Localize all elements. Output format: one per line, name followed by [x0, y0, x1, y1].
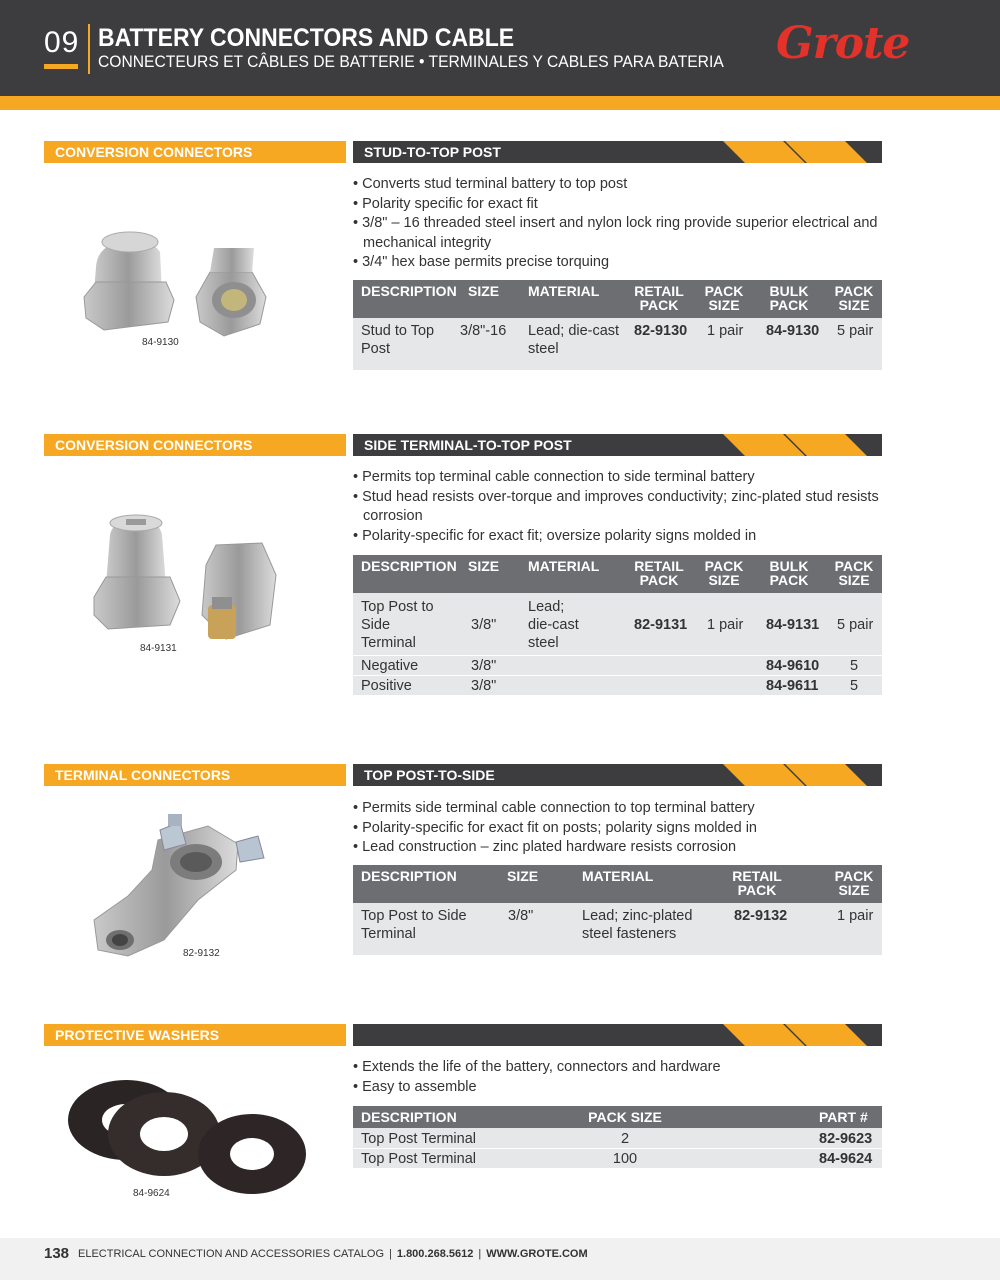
feature-item: • Easy to assemble	[353, 1078, 883, 1098]
footer-phone: 1.800.268.5612	[396, 1248, 474, 1260]
table-header	[353, 865, 882, 903]
col-description: DESCRIPTION	[361, 558, 457, 574]
cell-size: 3/8"	[508, 908, 534, 924]
side-terminal-to-top-post-photo	[66, 505, 296, 655]
cell-description: Top Post Terminal	[361, 1151, 476, 1167]
col-material: MATERIAL	[582, 868, 654, 884]
cell-retail-pack: 82-9130	[634, 323, 688, 339]
col-size: SIZE	[468, 558, 500, 574]
table-row	[353, 593, 882, 655]
cell-description: Top Post Terminal	[361, 1131, 476, 1147]
col-pack-size: PACK SIZE	[588, 1109, 662, 1125]
cell-retail-pack: 82-9131	[634, 617, 688, 633]
table-row	[353, 903, 882, 955]
table-header	[353, 1106, 882, 1128]
feature-item: • Permits top terminal cable connection to side terminal battery	[353, 468, 883, 488]
feature-item: • 3/4" hex base permits precise torquing	[353, 253, 883, 273]
feature-item: • Stud head resists over-torque and improves conductivity; zinc-plated stud resists corrosion	[353, 488, 883, 527]
cell-retail-pack: 82-9132	[734, 908, 788, 924]
table-row	[353, 655, 882, 675]
image-caption: 84-9624	[133, 1188, 170, 1199]
cell-bulk-pack-size: 5	[850, 658, 859, 674]
section-heading-bar	[353, 764, 882, 786]
footer-web-link[interactable]: WWW.GROTE.COM	[486, 1248, 588, 1260]
col-retail-pack: RETAIL PACK	[634, 283, 684, 313]
cell-bulk-pack-size: 5 pair	[837, 323, 874, 339]
spec-table	[353, 280, 882, 370]
footer-catalog: ELECTRICAL CONNECTION AND ACCESSORIES CATALOG	[78, 1248, 385, 1260]
table-row	[353, 1148, 882, 1168]
section-heading-bar	[353, 141, 882, 163]
header-divider	[88, 24, 90, 74]
table-row	[353, 1128, 882, 1148]
cell-pack-size: 100	[612, 1151, 638, 1167]
spec-table	[353, 865, 882, 955]
cell-pack-size: 1 pair	[707, 323, 744, 339]
cell-size: 3/8"	[471, 658, 497, 674]
protective-washers-photo	[54, 1058, 314, 1208]
section-heading-bar	[353, 1024, 882, 1046]
feature-item: • Polarity-specific for exact fit; oversize polarity signs molded in	[353, 527, 883, 547]
col-retail-pack: RETAIL PACK	[732, 868, 782, 898]
chapter-underline	[44, 64, 78, 69]
cell-material: Lead; zinc-plated steel fasteners	[582, 908, 693, 942]
feature-list	[353, 1058, 883, 1097]
feature-list	[353, 468, 883, 546]
cell-part-number: 82-9623	[819, 1131, 873, 1147]
feature-item: • Converts stud terminal battery to top post	[353, 175, 883, 195]
header-accent-stripe	[0, 96, 1000, 110]
col-description: DESCRIPTION	[361, 1109, 457, 1125]
spec-table	[353, 1106, 882, 1168]
image-caption: 82-9132	[183, 948, 220, 959]
grote-logo: Grote	[776, 18, 910, 69]
col-bulk-pack: BULK PACK	[769, 283, 809, 313]
table-row	[353, 318, 882, 370]
col-bulk-pack-size: PACK SIZE	[834, 558, 874, 588]
section-heading: TOP POST-TO-SIDE	[364, 767, 495, 783]
cell-bulk-pack-size: 5	[850, 678, 859, 694]
section-heading: SIDE TERMINAL-TO-TOP POST	[364, 437, 572, 453]
cell-size: 3/8"	[471, 678, 497, 694]
section-heading-bar	[353, 434, 882, 456]
cell-description: Stud to Top Post	[361, 323, 435, 357]
feature-item: • Polarity specific for exact fit	[353, 195, 883, 215]
col-size: SIZE	[468, 283, 500, 299]
col-description: DESCRIPTION	[361, 283, 457, 299]
section-category: CONVERSION CONNECTORS	[44, 434, 346, 456]
cell-bulk-pack-size: 5 pair	[837, 617, 874, 633]
cell-description: Positive	[361, 678, 412, 694]
col-pack-size: PACK SIZE	[704, 283, 744, 313]
cell-material: Lead; die-cast steel	[528, 599, 579, 651]
col-pack-size: PACK SIZE	[704, 558, 744, 588]
section-category: TERMINAL CONNECTORS	[44, 764, 346, 786]
cell-part-number: 84-9624	[819, 1151, 873, 1167]
feature-item: • Permits side terminal cable connection to top terminal battery	[353, 799, 883, 819]
chapter-number: 09	[44, 26, 80, 59]
col-retail-pack: RETAIL PACK	[634, 558, 684, 588]
section-category: PROTECTIVE WASHERS	[44, 1024, 346, 1046]
col-bulk-pack: BULK PACK	[769, 558, 809, 588]
section-category: CONVERSION CONNECTORS	[44, 141, 346, 163]
col-pack-size: PACK SIZE	[834, 868, 874, 898]
page-number: 138	[44, 1245, 70, 1262]
cell-bulk-pack: 84-9131	[766, 617, 820, 633]
stud-to-top-post-photo	[74, 212, 284, 352]
col-bulk-pack-size: PACK SIZE	[834, 283, 874, 313]
col-part-number: PART #	[819, 1109, 868, 1125]
cell-bulk-pack: 84-9130	[766, 323, 820, 339]
page-title: BATTERY CONNECTORS AND CABLE	[98, 24, 515, 52]
cell-pack-size: 1 pair	[707, 617, 744, 633]
cell-size: 3/8"-16	[460, 323, 507, 339]
feature-item: • Lead construction – zinc plated hardware resists corrosion	[353, 838, 883, 858]
feature-list	[353, 799, 883, 858]
cell-bulk-pack: 84-9610	[766, 658, 820, 674]
image-caption: 84-9130	[142, 337, 179, 348]
cell-pack-size: 2	[620, 1131, 630, 1147]
image-caption: 84-9131	[140, 643, 177, 654]
table-row	[353, 675, 882, 695]
feature-item: • Polarity-specific for exact fit on posts; polarity signs molded in	[353, 819, 883, 839]
feature-list	[353, 175, 883, 273]
feature-item: • Extends the life of the battery, connectors and hardware	[353, 1058, 883, 1078]
cell-description: Negative	[361, 658, 419, 674]
table-header	[353, 555, 882, 593]
col-description: DESCRIPTION	[361, 868, 457, 884]
footer-text: ELECTRICAL CONNECTION AND ACCESSORIES CATALOG | 1.800.268.5612 | WWW.GROTE.COM	[78, 1248, 588, 1260]
section-heading: STUD-TO-TOP POST	[364, 144, 501, 160]
cell-description: Top Post to Side Terminal	[361, 908, 467, 942]
feature-item: • 3/8" – 16 threaded steel insert and nylon lock ring provide superior electrical and mechanical integrity	[353, 214, 883, 253]
page-subtitle: CONNECTEURS ET CÂBLES DE BATTERIE • TERMINALES Y CABLES PARA BATERIA	[98, 52, 724, 71]
cell-pack-size: 1 pair	[837, 908, 874, 924]
top-post-to-side-photo	[68, 800, 288, 980]
cell-material: Lead; die-cast steel	[528, 323, 620, 357]
cell-description: Top Post to Side Terminal	[361, 599, 434, 651]
cell-size: 3/8"	[471, 617, 497, 633]
spec-table	[353, 555, 882, 695]
col-material: MATERIAL	[528, 558, 600, 574]
col-size: SIZE	[507, 868, 539, 884]
table-header	[353, 280, 882, 318]
cell-bulk-pack: 84-9611	[766, 678, 819, 694]
col-material: MATERIAL	[528, 283, 600, 299]
